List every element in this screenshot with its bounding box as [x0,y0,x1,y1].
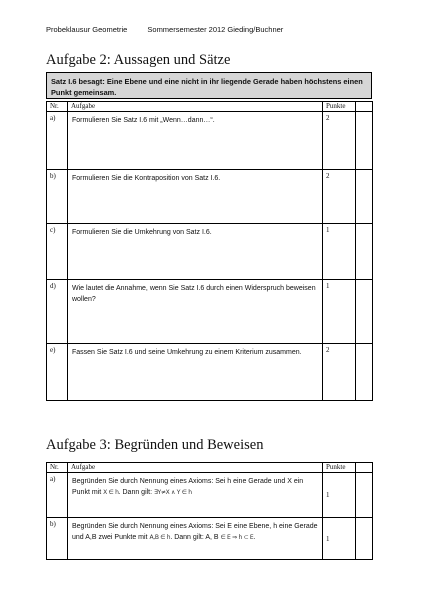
question-line: Punkt mit [72,489,102,496]
row-question [68,518,323,560]
row-points: 1 [323,473,356,518]
row-nr: c) [47,224,68,280]
table-row [47,170,373,224]
score-cell[interactable] [356,518,373,560]
row-points: 1 [323,280,356,344]
table-row [47,473,373,518]
table-row [47,112,373,170]
row-points: 1 [323,518,356,560]
row-question: Wie lautet die Annahme, wenn Sie Satz I.6 durch einen Widerspruch beweisen wollen? [68,280,323,344]
col-nr: Nr. [47,463,68,473]
row-question: Formulieren Sie Satz I.6 mit „Wenn…dann…“. [68,112,323,170]
formula-x-in-h: X ∈ h [103,489,119,496]
row-nr: a) [47,112,68,170]
row-nr: d) [47,280,68,344]
table-header-row [47,102,373,112]
aufgabe2-title: Aufgabe 2: Aussagen und Sätze [46,52,231,68]
table-row [47,280,373,344]
question-line: Begründen Sie durch Nennung eines Axioms: Sei h eine Gerade und X ein [72,478,304,485]
row-nr: b) [47,518,68,560]
formula-a-b-in-h: A,B ∈ h [149,534,171,541]
score-cell[interactable] [356,170,373,224]
question-line: und A,B zwei Punkte mit [72,534,148,541]
header-course: Probeklausur Geometrie [46,25,128,34]
col-aufgabe: Aufgabe [68,102,323,112]
score-cell[interactable] [356,224,373,280]
col-score [356,102,373,112]
aufgabe3-title: Aufgabe 3: Begründen und Beweisen [46,437,264,453]
satz-statement-box: Satz I.6 besagt: Eine Ebene und eine nicht in ihr liegende Gerade haben höchstens einen Punkt gemeinsam. [46,72,372,99]
table-row [47,344,373,401]
row-question [68,473,323,518]
question-line: . Dann gilt: [118,489,153,496]
header-semester: Sommersemester 2012 Gieding/Buchner [147,25,284,34]
row-question: Fassen Sie Satz I.6 und seine Umkehrung zu einem Kriterium zusammen. [68,344,323,401]
row-points: 2 [323,112,356,170]
row-nr: a) [47,473,68,518]
table-row [47,518,373,560]
formula-exists-y: ∃Y≠X ∧ Y ∈ h [154,489,192,496]
col-aufgabe: Aufgabe [68,463,323,473]
col-punkte: Punkte [323,463,356,473]
table-row [47,224,373,280]
col-score [356,463,373,473]
row-points: 2 [323,344,356,401]
formula-h-in-e: ∈ E ⇒ h ⊂ E [220,534,254,541]
row-nr: b) [47,170,68,224]
row-points: 1 [323,224,356,280]
table-header-row [47,463,373,473]
score-cell[interactable] [356,112,373,170]
question-line: . Dann gilt: A, B [170,534,219,541]
question-line: Begründen Sie durch Nennung eines Axioms: Sei E eine Ebene, h eine Gerade [72,523,318,530]
col-nr: Nr. [47,102,68,112]
row-points: 2 [323,170,356,224]
aufgabe3-table [46,462,373,560]
row-nr: e) [47,344,68,401]
score-cell[interactable] [356,344,373,401]
aufgabe2-table [46,101,373,401]
question-line: . [253,534,256,541]
col-punkte: Punkte [323,102,356,112]
score-cell[interactable] [356,473,373,518]
row-question: Formulieren Sie die Umkehrung von Satz I.6. [68,224,323,280]
page-header [46,25,283,34]
row-question: Formulieren Sie die Kontraposition von Satz I.6. [68,170,323,224]
score-cell[interactable] [356,280,373,344]
